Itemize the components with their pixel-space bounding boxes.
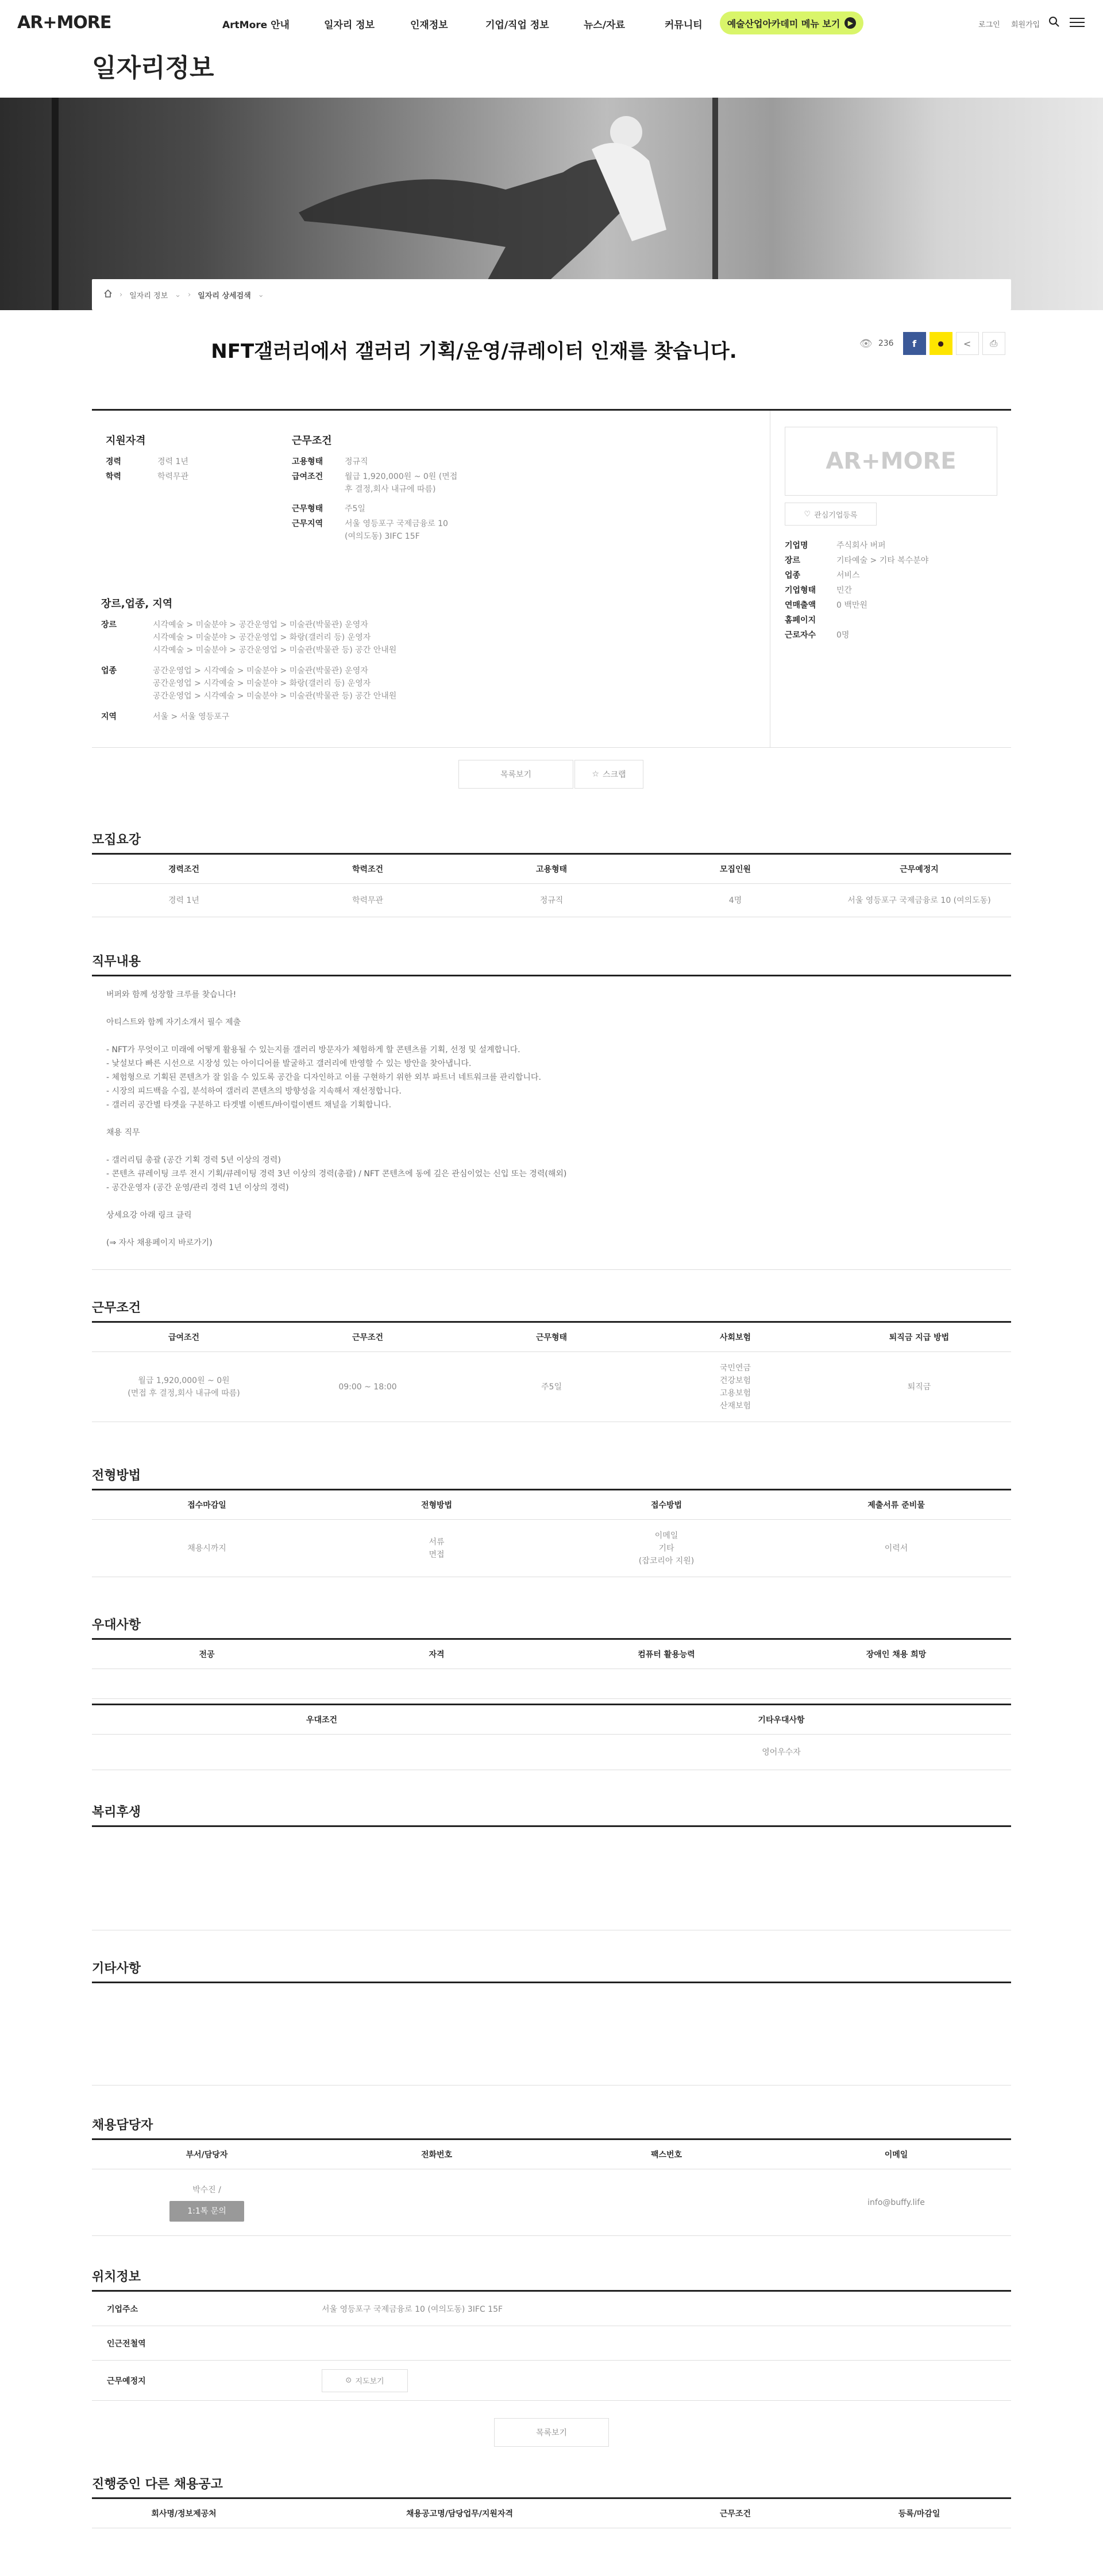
nav-community[interactable]: 커뮤니티 <box>665 20 703 31</box>
duties-bottom-line <box>92 1269 1011 1270</box>
td-insurance: 국민연금 건강보험 고용보험 산재보험 <box>643 1352 827 1422</box>
th-email: 이메일 <box>781 2139 1011 2169</box>
welfare-rule <box>92 1825 1011 1827</box>
company-genre: 장르 기타예술 > 기타 복수분야 <box>785 556 929 565</box>
th-dates: 등록/마감일 <box>827 2498 1011 2528</box>
th-deadline: 접수마감일 <box>92 1490 322 1520</box>
list-button-bottom[interactable]: 목록보기 <box>494 2418 609 2447</box>
company-careers-link[interactable]: (⇒ 자사 채용페이지 바로가기) <box>106 1238 213 1248</box>
preference-table <box>92 1638 1011 1699</box>
location-station-row: 인근전철역 <box>92 2326 1011 2361</box>
menu-icon[interactable] <box>1070 17 1085 30</box>
qualification-label: 지원자격 <box>106 435 146 447</box>
eye-icon: 👁 <box>859 337 873 350</box>
th-docs: 제출서류 준비물 <box>781 1490 1011 1520</box>
th-conditions: 근무조건 <box>643 2498 827 2528</box>
industry-list: 업종 공간운영업 > 시각예술 > 미술분야 > 미술관(박물관) 운영자 공간운영업 > 시각예술 > 미술분야 > 화랑(갤러리 등) 운영자 공간운영업 > 시각예술 > 미술분야 > 미술관(박물관 등) 공간 안내원 <box>101 666 397 701</box>
th-phone: 전화번호 <box>322 2139 552 2169</box>
share-icon[interactable]: < <box>956 332 979 355</box>
th-posting: 채용공고명/담당업무/지원자격 <box>276 2498 643 2528</box>
td-severance: 퇴직금 <box>827 1352 1011 1422</box>
company-industry: 업종 서비스 <box>785 571 860 580</box>
td-other-preferred: 영어우수자 <box>552 1735 1011 1770</box>
nav-jobs[interactable]: 일자리 정보 <box>324 20 375 31</box>
td-method: 서류 면접 <box>322 1520 552 1577</box>
td-apply: 이메일 기타 (잡코리아 지원) <box>552 1520 781 1577</box>
chevron-down-icon[interactable]: ⌄ <box>257 290 264 299</box>
td-workplace: 서울 영등포구 국제금융로 10 (여의도동) <box>827 884 1011 917</box>
duties-rule <box>92 975 1011 976</box>
manager-table <box>92 2138 1011 2236</box>
cond-region: 근무지역 서울 영등포구 국제금융로 10 (여의도동) 3IFC 15F <box>292 519 448 541</box>
page-title: 일자리정보 <box>92 53 214 83</box>
th-computer: 컴퓨터 활용능력 <box>552 1639 781 1669</box>
th-company: 회사명/정보제공처 <box>92 2498 276 2528</box>
th-salary: 급여조건 <box>92 1322 276 1352</box>
qual-education: 학력 학력무관 <box>106 472 189 481</box>
th-workplace: 근무예정지 <box>827 854 1011 884</box>
work-table <box>92 1321 1011 1422</box>
th-career: 경력조건 <box>92 854 276 884</box>
th-apply: 접수방법 <box>552 1490 781 1520</box>
td-employment: 정규직 <box>460 884 643 917</box>
view-count: 236 <box>878 339 894 348</box>
th-method: 전형방법 <box>322 1490 552 1520</box>
td-education: 학력무관 <box>276 884 460 917</box>
etc-title: 기타사항 <box>92 1961 141 1976</box>
chevron-right-icon: › <box>119 290 123 299</box>
other-jobs-title: 진행중인 다른 채용공고 <box>92 2477 223 2492</box>
th-major: 전공 <box>92 1639 322 1669</box>
favorite-company-label: 관심기업등록 <box>814 511 858 520</box>
manager-title: 채용담당자 <box>92 2118 153 2133</box>
recruit-title: 모집요강 <box>92 833 141 847</box>
td-docs: 이력서 <box>781 1520 1011 1577</box>
th-hours: 근무조건 <box>276 1322 460 1352</box>
other-jobs-table <box>92 2497 1011 2528</box>
nav-artmore[interactable]: ArtMore 안내 <box>222 20 290 31</box>
td-headcount: 4명 <box>643 884 827 917</box>
company-homepage: 홈페이지 <box>785 616 816 625</box>
recruit-table <box>92 853 1011 917</box>
td-hours: 09:00 ~ 18:00 <box>276 1352 460 1422</box>
location-title: 위치정보 <box>92 2270 141 2284</box>
academy-menu-button[interactable] <box>720 11 863 34</box>
td-worktype: 주5일 <box>460 1352 643 1422</box>
td-deadline: 채용시까지 <box>92 1520 322 1577</box>
inquire-button[interactable]: 1:1톡 문의 <box>169 2201 244 2222</box>
arrow-right-icon: ▶ <box>844 17 856 29</box>
cond-employment: 고용형태 정규직 <box>292 457 368 466</box>
breadcrumb <box>92 279 1011 310</box>
kakao-share-icon[interactable]: ● <box>930 332 952 355</box>
scrap-button[interactable] <box>574 760 643 789</box>
company-revenue: 연매출액 0 백만원 <box>785 601 867 610</box>
nav-news[interactable]: 뉴스/자료 <box>584 20 625 31</box>
breadcrumb-detail-search[interactable]: 일자리 상세검색 <box>198 291 251 300</box>
site-header <box>0 0 1103 46</box>
region-value: 지역 서울 > 서울 영등포구 <box>101 712 230 721</box>
company-logo: AR+MORE <box>785 427 997 496</box>
cond-worktype: 근무형태 주5일 <box>292 504 365 513</box>
th-insurance: 사회보험 <box>643 1322 827 1352</box>
company-name: 기업명 주식회사 버퍼 <box>785 541 886 550</box>
company-type: 기업형태 민간 <box>785 586 853 595</box>
job-title: NFT갤러리에서 갤러리 기획/운영/큐레이터 인재를 찾습니다. <box>211 340 737 363</box>
th-fax: 팩스번호 <box>552 2139 781 2169</box>
preference-table-2 <box>92 1704 1011 1770</box>
td-email: info@buffy.life <box>781 2169 1011 2236</box>
td-manager: 박수진 / 1:1톡 문의 <box>92 2169 322 2236</box>
location-address-row: 기업주소 서울 영등포구 국제금융로 10 (여의도동) 3IFC 15F <box>92 2292 1011 2326</box>
scrap-label: 스크랩 <box>602 770 626 779</box>
hero-banner-image <box>0 98 1103 310</box>
job-description: 버퍼와 함께 성장할 크루를 찾습니다! 아티스트와 함께 자기소개서 필수 제출 - NFT가 무엇이고 미래에 어떻게 활용될 수 있는지를 갤러리 방문자가 체험하게 할 콘텐츠를 기획, 선정 및 설계합니다. - 낯설보다 빠른 시선으로 시장성 있는 아이디어를 발굴하고 갤러리에 반영할 수 있는 방안을 찾아냅니다. - 체험형으로 기획된 콘텐츠가 잘 읽을 수 있도록 공간을 디자인하고 이를 구현하기 위한 외부 파트너 네트워크를 관리합니다. - 시장의 피드백을 수집, 분석하여 갤러리 콘텐츠의 방향성을 지속해서 재선정합니다. - 갤러리 공간별 타겟을 구분하고 타겟별 이벤트/바이럴이벤트 채널을 기획합니다. 채용 직무 - 갤러리팀 총괄 (공간 기획 경력 5년 이상의 경력) - 콘텐츠 큐레이팅 크루 전시 기획/큐레이팅 경력 3년 이상의 경력(총괄) / NFT 콘텐츠에 동에 깊은 관심이었는 신입 또는 경력(해외) - 공간운영자 (공간 운영/관리 경력 1년 이상의 경력) 상세요강 아래 링크 클릭 (⇒ 자사 채용페이지 바로가기) <box>106 988 968 1250</box>
chevron-right-icon: › <box>188 290 191 299</box>
nav-company[interactable]: 기업/직업 정보 <box>485 20 549 31</box>
map-button[interactable] <box>322 2369 408 2392</box>
conditions-label: 근무조건 <box>292 435 332 447</box>
etc-rule <box>92 1982 1011 1983</box>
academy-menu-label: 예술산업아카데미 메뉴 보기 <box>727 18 840 29</box>
dancer-silhouette <box>0 98 1103 310</box>
company-employees: 근로자수 0명 <box>785 631 850 640</box>
chevron-down-icon[interactable]: ⌄ <box>175 290 182 299</box>
th-employment: 고용형태 <box>460 854 643 884</box>
cond-salary: 급여조건 월급 1,920,000원 ~ 0원 (면접 후 결정,회사 내규에 따름) <box>292 472 458 494</box>
nav-talent[interactable]: 인재정보 <box>410 20 448 31</box>
work-title: 근무조건 <box>92 1301 141 1315</box>
td-career: 경력 1년 <box>92 884 276 917</box>
welfare-title: 복리후생 <box>92 1805 141 1820</box>
th-preferred: 우대조건 <box>92 1705 552 1735</box>
th-disability: 장애인 채용 희망 <box>781 1639 1011 1669</box>
job-actions <box>859 332 1005 355</box>
facebook-share-icon[interactable]: f <box>903 332 926 355</box>
preference-title: 우대사항 <box>92 1618 141 1632</box>
list-button[interactable]: 목록보기 <box>458 760 573 789</box>
print-icon[interactable]: ⎙ <box>982 332 1005 355</box>
map-pin-icon: ⊙ <box>345 2376 352 2385</box>
th-license: 자격 <box>322 1639 552 1669</box>
th-severance: 퇴직금 지급 방법 <box>827 1322 1011 1352</box>
site-logo[interactable]: AR+MORE <box>17 13 111 33</box>
process-table <box>92 1489 1011 1577</box>
th-worktype: 근무형태 <box>460 1322 643 1352</box>
signup-link[interactable]: 회원가입 <box>1011 21 1040 29</box>
login-link[interactable]: 로그인 <box>978 21 1000 29</box>
job-summary <box>92 409 1011 748</box>
location-workplace-row: 근무예정지 ⊙ 지도보기 <box>92 2361 1011 2401</box>
search-icon[interactable] <box>1048 16 1060 30</box>
star-icon: ☆ <box>592 770 599 779</box>
home-icon[interactable] <box>103 289 113 300</box>
genre-label: 장르,업종, 지역 <box>101 598 173 610</box>
genre-list: 장르 시각예술 > 미술분야 > 공간운영업 > 미술관(박물관) 운영자 시각예술 > 미술분야 > 공간운영업 > 화랑(갤러리 등) 운영자 시각예술 > 미술분야 > 공간운영업 > 미술관(박물관 등) 공간 안내원 <box>101 620 397 655</box>
process-title: 전형방법 <box>92 1469 141 1483</box>
th-other-preferred: 기타우대사항 <box>552 1705 1011 1735</box>
td-salary: 월급 1,920,000원 ~ 0원 (면접 후 결정,회사 내규에 따름) <box>92 1352 276 1422</box>
qual-career: 경력 경력 1년 <box>106 457 188 466</box>
th-department: 부서/담당자 <box>92 2139 322 2169</box>
favorite-company-button[interactable] <box>785 503 877 526</box>
heart-icon: ♡ <box>804 509 811 519</box>
breadcrumb-jobs[interactable]: 일자리 정보 <box>129 291 168 300</box>
th-headcount: 모집인원 <box>643 854 827 884</box>
map-label: 지도보기 <box>355 2377 384 2386</box>
th-education: 학력조건 <box>276 854 460 884</box>
duties-title: 직무내용 <box>92 955 141 969</box>
